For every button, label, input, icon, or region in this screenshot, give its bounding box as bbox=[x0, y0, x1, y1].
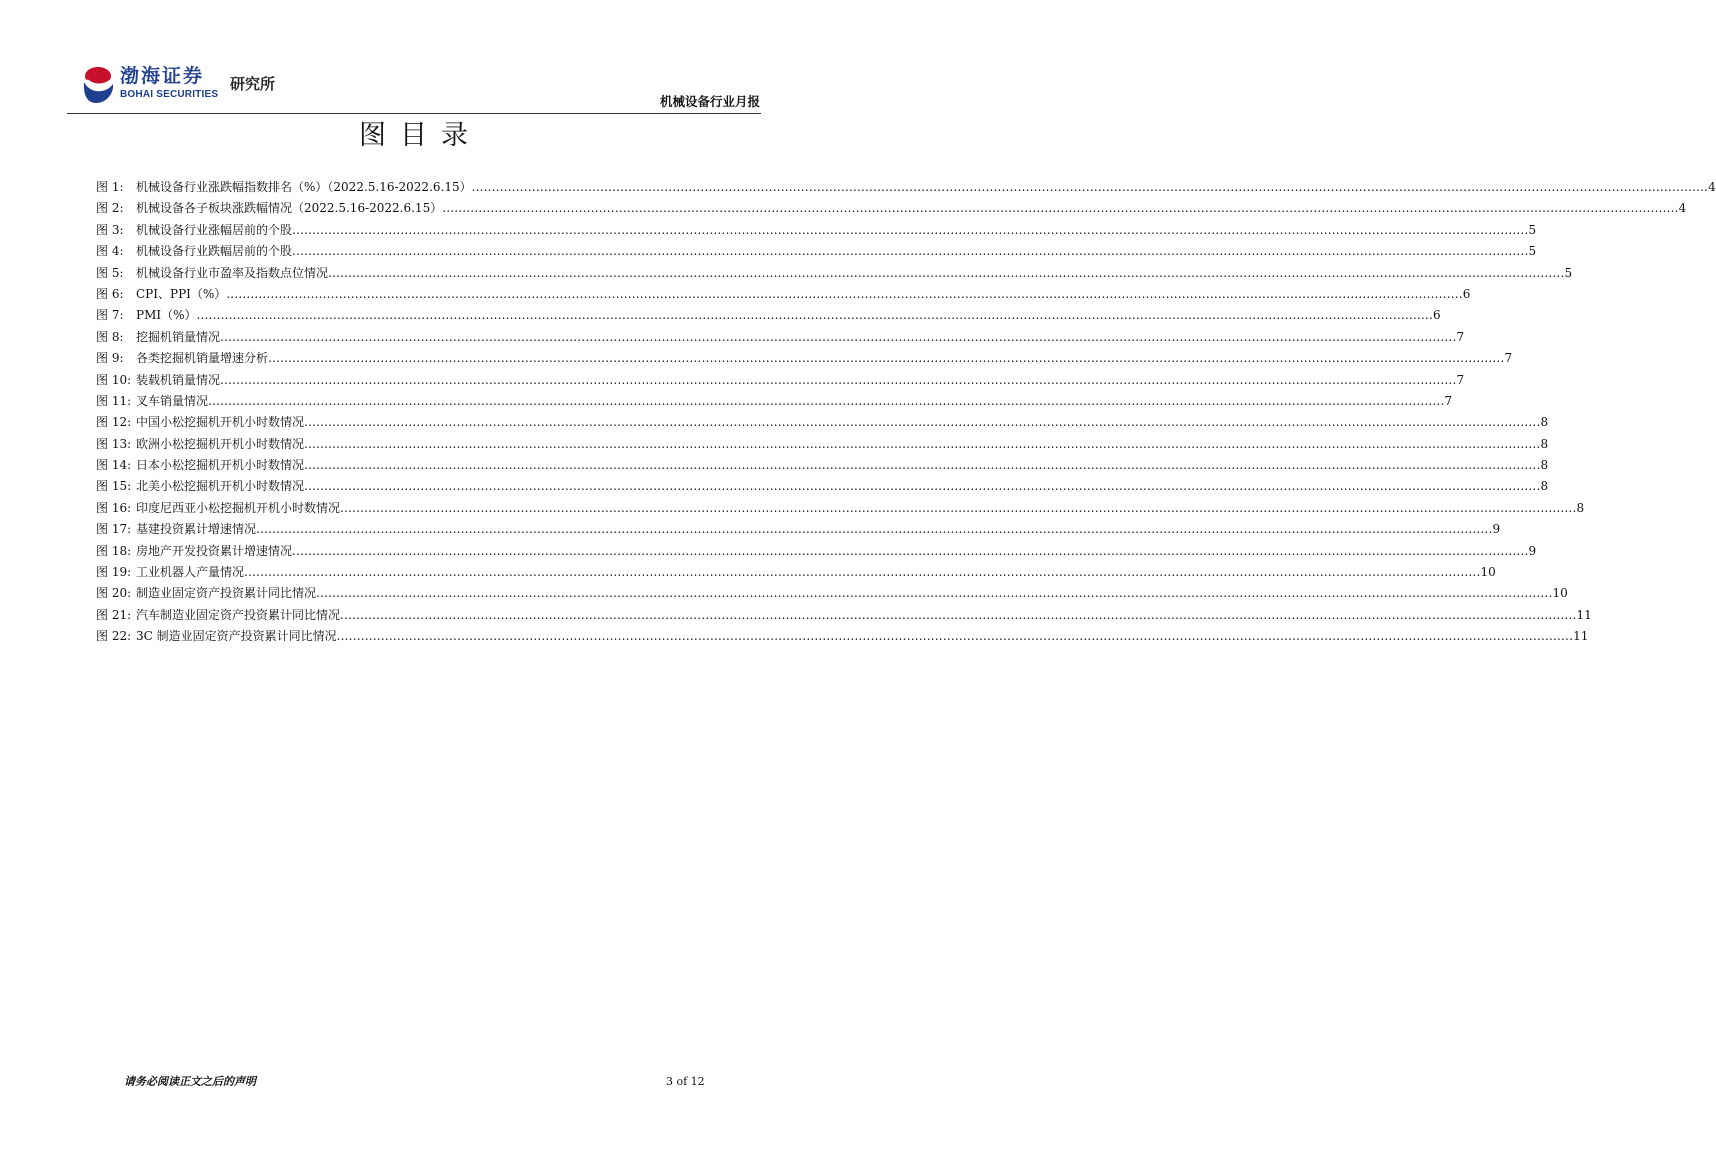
toc-dot-leader bbox=[442, 198, 1678, 219]
toc-entry[interactable] bbox=[96, 370, 1465, 391]
toc-dot-leader bbox=[292, 220, 1528, 241]
company-logo bbox=[80, 64, 300, 106]
toc-dot-leader bbox=[304, 455, 1540, 476]
footer-page-indicator: 3 of 12 bbox=[666, 1075, 705, 1088]
toc-entry-title: 汽车制造业固定资产投资累计同比情况 bbox=[136, 607, 341, 622]
toc-entry-page: 7 bbox=[1456, 372, 1465, 387]
toc-entry-title: 3C 制造业固定资产投资累计同比情况 bbox=[136, 629, 337, 644]
toc-entry-page: 6 bbox=[1432, 308, 1441, 323]
toc-entry-page: 8 bbox=[1540, 415, 1549, 430]
toc-dot-leader bbox=[304, 476, 1540, 497]
toc-entry-title: 各类挖掘机销量增速分析 bbox=[136, 351, 269, 366]
header-divider bbox=[67, 113, 761, 114]
toc-entry-page: 6 bbox=[1462, 286, 1471, 301]
toc-entry-page: 5 bbox=[1528, 244, 1537, 259]
toc-entry-number: 图 1: bbox=[96, 180, 124, 194]
toc-entry[interactable] bbox=[96, 327, 1465, 348]
footer-disclaimer: 请务必阅读正文之后的声明 bbox=[124, 1075, 256, 1088]
bohai-logo-icon bbox=[80, 64, 116, 104]
toc-entry-title: 机械设备行业市盈率及指数点位情况 bbox=[136, 265, 329, 280]
toc-entry[interactable] bbox=[96, 241, 1537, 262]
toc-entry-title: PMI（%） bbox=[136, 308, 197, 323]
toc-dot-leader bbox=[220, 370, 1456, 391]
toc-dot-leader bbox=[328, 263, 1564, 284]
toc-entry[interactable] bbox=[96, 284, 1471, 305]
toc-dot-leader bbox=[244, 562, 1480, 583]
toc-entry-page: 9 bbox=[1492, 522, 1501, 537]
toc-entry-page: 5 bbox=[1564, 265, 1573, 280]
toc-entry-page: 10 bbox=[1480, 565, 1496, 580]
toc-entry-page: 4 bbox=[1678, 201, 1687, 216]
toc-entry-number: 图 3: bbox=[96, 222, 124, 237]
toc-entry-page: 7 bbox=[1444, 393, 1453, 408]
toc-entry-title: 机械设备各子板块涨跌幅情况（2022.5.16-2022.6.15） bbox=[136, 201, 443, 216]
toc-entry-title: 工业机器人产量情况 bbox=[136, 565, 245, 580]
toc-dot-leader bbox=[226, 284, 1462, 305]
toc-entry[interactable] bbox=[96, 348, 1513, 369]
toc-entry[interactable] bbox=[96, 605, 1592, 626]
toc-dot-leader bbox=[337, 626, 1573, 647]
toc-entry[interactable] bbox=[96, 177, 1716, 198]
toc-entry[interactable] bbox=[96, 626, 1589, 647]
toc-entry-title: 机械设备行业涨跌幅指数排名（%）（2022.5.16-2022.6.15） bbox=[136, 180, 472, 194]
toc-entry[interactable] bbox=[96, 562, 1496, 583]
toc-entry-number: 图 15: bbox=[96, 479, 132, 494]
toc-entry-number: 图 6: bbox=[96, 286, 124, 301]
toc-entry-number: 图 10: bbox=[96, 372, 132, 387]
toc-entry-number: 图 17: bbox=[96, 522, 132, 537]
toc-dot-leader bbox=[256, 519, 1492, 540]
toc-dot-leader bbox=[340, 498, 1576, 519]
toc-dot-leader bbox=[220, 327, 1456, 348]
toc-entry-page: 11 bbox=[1573, 629, 1589, 644]
toc-entry[interactable] bbox=[96, 305, 1441, 326]
toc-entry-page: 5 bbox=[1528, 222, 1537, 237]
toc-entry[interactable] bbox=[96, 198, 1687, 219]
toc-entry-number: 图 20: bbox=[96, 586, 132, 601]
toc-entry-page: 11 bbox=[1576, 607, 1592, 622]
toc-entry-number: 图 13: bbox=[96, 436, 132, 451]
toc-entry-title: 房地产开发投资累计增速情况 bbox=[136, 543, 293, 558]
toc-entry-page: 10 bbox=[1552, 586, 1568, 601]
toc-entry-page: 7 bbox=[1456, 329, 1465, 344]
toc-entry-number: 图 4: bbox=[96, 244, 124, 259]
toc-entry-number: 图 2: bbox=[96, 201, 124, 216]
toc-entry-title: 挖掘机销量情况 bbox=[136, 329, 221, 344]
toc-entry-number: 图 16: bbox=[96, 500, 132, 515]
toc-entry[interactable] bbox=[96, 455, 1549, 476]
page-title: 图目录 bbox=[359, 120, 482, 151]
logo-research-institute: 研究所 bbox=[230, 75, 276, 93]
toc-dot-leader bbox=[292, 541, 1528, 562]
report-type-label: 机械设备行业月报 bbox=[659, 94, 760, 109]
toc-entry[interactable] bbox=[96, 519, 1501, 540]
toc-entry-title: 机械设备行业跌幅居前的个股 bbox=[136, 244, 293, 259]
toc-dot-leader bbox=[340, 605, 1576, 626]
toc-dot-leader bbox=[304, 434, 1540, 455]
toc-entry-page: 4 bbox=[1708, 180, 1716, 194]
toc-dot-leader bbox=[208, 391, 1444, 412]
figure-table-of-contents bbox=[96, 177, 1716, 648]
toc-entry-number: 图 22: bbox=[96, 629, 132, 644]
toc-entry-page: 8 bbox=[1576, 500, 1585, 515]
toc-entry-number: 图 12: bbox=[96, 415, 132, 430]
toc-entry-title: 欧洲小松挖掘机开机小时数情况 bbox=[136, 436, 305, 451]
toc-entry-page: 9 bbox=[1528, 543, 1537, 558]
toc-entry[interactable] bbox=[96, 412, 1549, 433]
toc-entry[interactable] bbox=[96, 541, 1537, 562]
toc-entry-title: 叉车销量情况 bbox=[136, 393, 209, 408]
toc-dot-leader bbox=[472, 177, 1708, 198]
toc-entry[interactable] bbox=[96, 220, 1537, 241]
toc-entry[interactable] bbox=[96, 498, 1585, 519]
toc-entry-number: 图 8: bbox=[96, 329, 124, 344]
toc-entry-page: 7 bbox=[1504, 351, 1513, 366]
toc-entry-title: CPI、PPI（%） bbox=[136, 286, 227, 301]
toc-entry[interactable] bbox=[96, 391, 1453, 412]
toc-dot-leader bbox=[268, 348, 1504, 369]
toc-entry-title: 装载机销量情况 bbox=[136, 372, 221, 387]
toc-entry-title: 制造业固定资产投资累计同比情况 bbox=[136, 586, 317, 601]
toc-entry-title: 北美小松挖掘机开机小时数情况 bbox=[136, 479, 305, 494]
toc-entry-page: 8 bbox=[1540, 436, 1549, 451]
toc-entry[interactable] bbox=[96, 434, 1549, 455]
toc-entry-number: 图 18: bbox=[96, 543, 132, 558]
toc-entry-title: 机械设备行业涨幅居前的个股 bbox=[136, 222, 293, 237]
toc-entry[interactable] bbox=[96, 263, 1573, 284]
logo-english-name: BOHAI SECURITIES bbox=[120, 89, 219, 100]
toc-entry-title: 中国小松挖掘机开机小时数情况 bbox=[136, 415, 305, 430]
toc-entry[interactable] bbox=[96, 583, 1568, 604]
logo-chinese-name: 渤海证券 bbox=[120, 65, 205, 87]
toc-entry-number: 图 9: bbox=[96, 351, 124, 366]
toc-dot-leader bbox=[292, 241, 1528, 262]
toc-entry-title: 基建投资累计增速情况 bbox=[136, 522, 257, 537]
toc-entry-number: 图 11: bbox=[96, 393, 132, 408]
toc-entry-page: 8 bbox=[1540, 458, 1549, 473]
toc-entry-number: 图 19: bbox=[96, 565, 132, 580]
toc-dot-leader bbox=[197, 305, 1433, 326]
toc-entry-title: 日本小松挖掘机开机小时数情况 bbox=[136, 458, 305, 473]
toc-entry-number: 图 21: bbox=[96, 607, 132, 622]
toc-entry-number: 图 5: bbox=[96, 265, 124, 280]
toc-entry[interactable] bbox=[96, 476, 1549, 497]
toc-entry-number: 图 7: bbox=[96, 308, 124, 323]
toc-entry-page: 8 bbox=[1540, 479, 1549, 494]
toc-dot-leader bbox=[316, 583, 1552, 604]
toc-entry-title: 印度尼西亚小松挖掘机开机小时数情况 bbox=[136, 500, 341, 515]
toc-dot-leader bbox=[304, 412, 1540, 433]
toc-entry-number: 图 14: bbox=[96, 458, 132, 473]
